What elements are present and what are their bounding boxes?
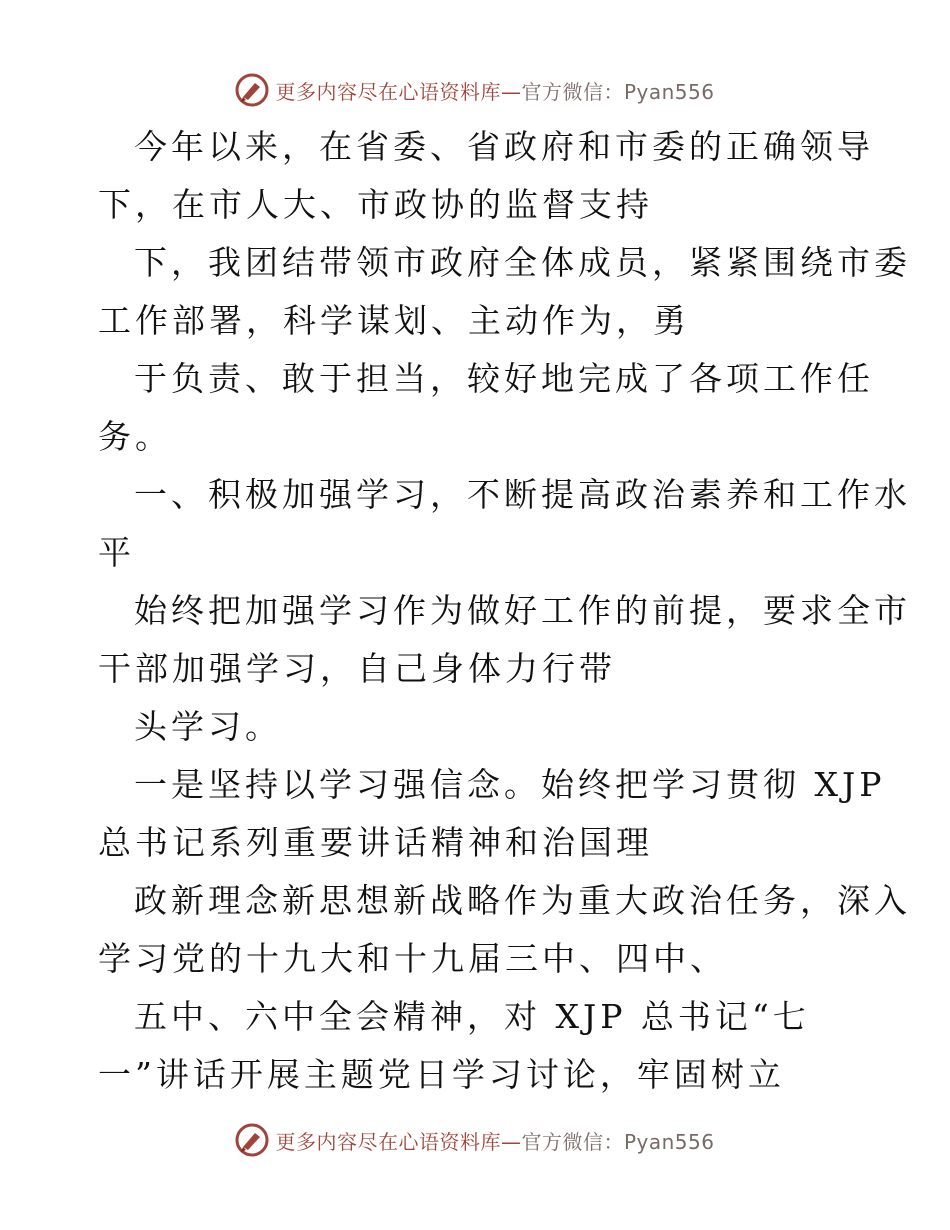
pen-logo-icon: [235, 73, 269, 107]
text-line: 下，在市人大、市政协的监督支持: [98, 185, 653, 224]
text-line: 政新理念新思想新战略作为重大政治任务，深入: [134, 881, 911, 920]
text-line: 务。: [98, 417, 172, 456]
watermark-main-text: 更多内容尽在心语资料库: [275, 79, 501, 104]
text-line: 头学习。: [134, 707, 282, 746]
text-line: 学习党的十九大和十九届三中、四中、: [98, 939, 727, 978]
watermark-dash: —: [500, 1129, 522, 1154]
watermark-text: [275, 76, 714, 105]
watermark-main-text: 更多内容尽在心语资料库: [275, 1129, 501, 1154]
watermark-dash: —: [500, 79, 522, 104]
text-line: 一是坚持以学习强信念。始终把学习贯彻 XJP: [134, 765, 886, 804]
text-line: 工作部署，科学谋划、主动作为，勇: [98, 301, 690, 340]
watermark-wechat-text: 官方微信：Pyan556: [521, 1129, 715, 1154]
text-line: 下，我团结带领市政府全体成员，紧紧围绕市委: [134, 243, 911, 282]
footer-watermark: [0, 1120, 950, 1160]
text-line: 始终把加强学习作为做好工作的前提，要求全市: [134, 591, 911, 630]
document-body: [98, 118, 911, 1104]
text-line: 一”讲话开展主题党日学习讨论，牢固树立: [98, 1055, 785, 1094]
section-heading: 平: [98, 533, 135, 572]
text-line: 于负责、敢于担当，较好地完成了各项工作任: [134, 359, 874, 398]
text-line: 干部加强学习，自己身体力行带: [98, 649, 616, 688]
watermark-text: [275, 1126, 714, 1155]
pen-logo-icon: [235, 1123, 269, 1157]
watermark-wechat-text: 官方微信：Pyan556: [521, 79, 715, 104]
text-line: 五中、六中全会精神，对 XJP 总书记“七: [134, 997, 810, 1036]
text-line: 今年以来，在省委、省政府和市委的正确领导: [134, 127, 874, 166]
text-line: 总书记系列重要讲话精神和治国理: [98, 823, 653, 862]
header-watermark: [0, 70, 950, 110]
section-heading: 一、积极加强学习，不断提高政治素养和工作水: [134, 475, 911, 514]
